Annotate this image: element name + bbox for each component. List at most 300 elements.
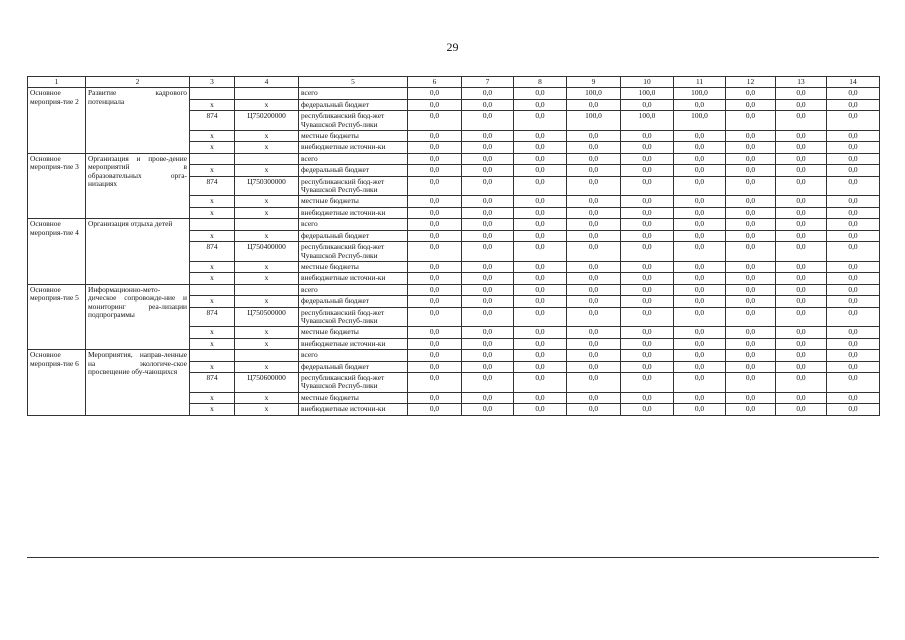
value-cell: 0,0 <box>408 131 462 142</box>
value-cell: 0,0 <box>621 196 674 207</box>
value-cell: 0,0 <box>408 111 462 131</box>
value-cell: 0,0 <box>514 327 567 338</box>
value-cell: 0,0 <box>462 273 514 284</box>
table-row <box>28 284 880 295</box>
budget-code: Ц750600000 <box>235 372 299 392</box>
value-cell: 0,0 <box>827 176 880 196</box>
value-cell: 0,0 <box>408 261 462 272</box>
value-cell: 0,0 <box>827 242 880 262</box>
value-cell: 0,0 <box>514 165 567 176</box>
value-cell: 0,0 <box>462 142 514 153</box>
value-cell: 0,0 <box>827 261 880 272</box>
value-cell: 0,0 <box>674 284 726 295</box>
value-cell: 0,0 <box>827 404 880 415</box>
budget-code <box>235 350 299 361</box>
value-cell: 0,0 <box>462 230 514 241</box>
ministry-code: 874 <box>190 307 235 327</box>
value-cell: 0,0 <box>514 338 567 349</box>
budget-table <box>27 76 880 416</box>
budget-code: х <box>235 392 299 403</box>
value-cell: 0,0 <box>462 88 514 99</box>
value-cell: 0,0 <box>776 153 827 164</box>
value-cell: 0,0 <box>827 219 880 230</box>
value-cell: 0,0 <box>621 219 674 230</box>
value-cell: 100,0 <box>567 111 621 131</box>
value-cell: 0,0 <box>674 196 726 207</box>
value-cell: 0,0 <box>726 327 776 338</box>
column-header: 14 <box>827 77 880 88</box>
value-cell: 0,0 <box>462 338 514 349</box>
value-cell: 0,0 <box>726 361 776 372</box>
value-cell: 0,0 <box>674 261 726 272</box>
column-header: 2 <box>86 77 190 88</box>
funding-source: республиканский бюд-жет Чувашской Респуб-лики <box>299 111 408 131</box>
value-cell: 0,0 <box>567 338 621 349</box>
value-cell: 100,0 <box>621 88 674 99</box>
value-cell: 0,0 <box>462 176 514 196</box>
value-cell: 0,0 <box>827 88 880 99</box>
value-cell: 0,0 <box>408 242 462 262</box>
value-cell: 0,0 <box>462 219 514 230</box>
ministry-code: х <box>190 196 235 207</box>
value-cell: 0,0 <box>827 111 880 131</box>
value-cell: 0,0 <box>567 296 621 307</box>
funding-source: федеральный бюджет <box>299 165 408 176</box>
value-cell: 0,0 <box>621 307 674 327</box>
value-cell: 0,0 <box>567 242 621 262</box>
event-name: Основное мероприя-тие 6 <box>28 350 86 415</box>
value-cell: 0,0 <box>776 338 827 349</box>
value-cell: 0,0 <box>462 111 514 131</box>
measure-name: Мероприятия, направ-ленные на экологиче-ское просвещение обу-чающихся <box>86 350 190 415</box>
funding-source: местные бюджеты <box>299 261 408 272</box>
value-cell: 0,0 <box>462 307 514 327</box>
value-cell: 0,0 <box>408 338 462 349</box>
funding-source: всего <box>299 284 408 295</box>
value-cell: 0,0 <box>827 165 880 176</box>
value-cell: 0,0 <box>674 361 726 372</box>
value-cell: 0,0 <box>776 131 827 142</box>
value-cell: 0,0 <box>462 372 514 392</box>
value-cell: 0,0 <box>827 207 880 218</box>
funding-source: всего <box>299 350 408 361</box>
value-cell: 0,0 <box>621 261 674 272</box>
value-cell: 0,0 <box>776 296 827 307</box>
budget-code: х <box>235 230 299 241</box>
value-cell: 0,0 <box>776 142 827 153</box>
ministry-code: 874 <box>190 372 235 392</box>
funding-source: федеральный бюджет <box>299 296 408 307</box>
value-cell: 0,0 <box>726 284 776 295</box>
event-name: Основное мероприя-тие 3 <box>28 153 86 218</box>
value-cell: 0,0 <box>776 242 827 262</box>
budget-code: х <box>235 142 299 153</box>
value-cell: 0,0 <box>567 99 621 110</box>
column-header: 12 <box>726 77 776 88</box>
value-cell: 0,0 <box>621 361 674 372</box>
value-cell: 0,0 <box>674 131 726 142</box>
value-cell: 0,0 <box>827 338 880 349</box>
table-row <box>28 153 880 164</box>
value-cell: 0,0 <box>827 153 880 164</box>
value-cell: 0,0 <box>621 99 674 110</box>
budget-code: х <box>235 361 299 372</box>
value-cell: 0,0 <box>514 207 567 218</box>
value-cell: 0,0 <box>726 392 776 403</box>
value-cell: 0,0 <box>408 99 462 110</box>
value-cell: 0,0 <box>462 284 514 295</box>
value-cell: 0,0 <box>776 350 827 361</box>
value-cell: 0,0 <box>621 242 674 262</box>
value-cell: 0,0 <box>776 261 827 272</box>
value-cell: 0,0 <box>408 165 462 176</box>
ministry-code <box>190 153 235 164</box>
value-cell: 0,0 <box>514 273 567 284</box>
value-cell: 0,0 <box>776 176 827 196</box>
page-number: 29 <box>446 40 459 54</box>
funding-source: внебюджетные источни-ки <box>299 142 408 153</box>
value-cell: 0,0 <box>567 261 621 272</box>
ministry-code: х <box>190 361 235 372</box>
budget-code <box>235 219 299 230</box>
column-header: 10 <box>621 77 674 88</box>
ministry-code: х <box>190 404 235 415</box>
ministry-code <box>190 88 235 99</box>
ministry-code: х <box>190 261 235 272</box>
funding-source: местные бюджеты <box>299 196 408 207</box>
value-cell: 0,0 <box>776 284 827 295</box>
value-cell: 0,0 <box>674 165 726 176</box>
value-cell: 0,0 <box>827 196 880 207</box>
event-name: Основное мероприя-тие 4 <box>28 219 86 284</box>
budget-code: х <box>235 207 299 218</box>
value-cell: 0,0 <box>621 392 674 403</box>
value-cell: 0,0 <box>567 284 621 295</box>
value-cell: 0,0 <box>621 372 674 392</box>
value-cell: 0,0 <box>726 99 776 110</box>
value-cell: 0,0 <box>462 361 514 372</box>
budget-code: Ц750400000 <box>235 242 299 262</box>
ministry-code <box>190 284 235 295</box>
value-cell: 0,0 <box>776 327 827 338</box>
funding-source: республиканский бюд-жет Чувашской Респуб-лики <box>299 307 408 327</box>
column-header: 3 <box>190 77 235 88</box>
value-cell: 0,0 <box>567 142 621 153</box>
value-cell: 0,0 <box>776 230 827 241</box>
value-cell: 0,0 <box>776 207 827 218</box>
value-cell: 0,0 <box>462 196 514 207</box>
value-cell: 0,0 <box>827 284 880 295</box>
value-cell: 0,0 <box>726 296 776 307</box>
value-cell: 0,0 <box>674 273 726 284</box>
budget-code: Ц750500000 <box>235 307 299 327</box>
value-cell: 0,0 <box>514 361 567 372</box>
value-cell: 0,0 <box>726 261 776 272</box>
event-name: Основное мероприя-тие 2 <box>28 88 86 153</box>
budget-code <box>235 284 299 295</box>
value-cell: 0,0 <box>621 165 674 176</box>
value-cell: 0,0 <box>674 372 726 392</box>
value-cell: 0,0 <box>514 176 567 196</box>
value-cell: 0,0 <box>514 111 567 131</box>
budget-code: х <box>235 99 299 110</box>
value-cell: 0,0 <box>462 350 514 361</box>
value-cell: 0,0 <box>514 153 567 164</box>
value-cell: 0,0 <box>827 372 880 392</box>
value-cell: 100,0 <box>674 111 726 131</box>
value-cell: 0,0 <box>674 99 726 110</box>
value-cell: 0,0 <box>776 361 827 372</box>
funding-source: всего <box>299 88 408 99</box>
column-header: 11 <box>674 77 726 88</box>
value-cell: 0,0 <box>408 142 462 153</box>
value-cell: 0,0 <box>776 404 827 415</box>
value-cell: 0,0 <box>674 219 726 230</box>
value-cell: 0,0 <box>514 88 567 99</box>
value-cell: 0,0 <box>567 207 621 218</box>
ministry-code <box>190 219 235 230</box>
value-cell: 0,0 <box>776 273 827 284</box>
value-cell: 0,0 <box>567 372 621 392</box>
value-cell: 0,0 <box>726 307 776 327</box>
value-cell: 0,0 <box>726 372 776 392</box>
measure-name: Развитие кадрового потенциала <box>86 88 190 153</box>
table-row <box>28 350 880 361</box>
value-cell: 0,0 <box>567 219 621 230</box>
value-cell: 0,0 <box>621 350 674 361</box>
value-cell: 0,0 <box>462 404 514 415</box>
value-cell: 0,0 <box>674 307 726 327</box>
value-cell: 0,0 <box>674 176 726 196</box>
value-cell: 0,0 <box>674 230 726 241</box>
column-header: 5 <box>299 77 408 88</box>
value-cell: 0,0 <box>827 392 880 403</box>
value-cell: 0,0 <box>621 404 674 415</box>
ministry-code: 874 <box>190 242 235 262</box>
ministry-code: 874 <box>190 111 235 131</box>
value-cell: 0,0 <box>827 142 880 153</box>
value-cell: 0,0 <box>462 242 514 262</box>
value-cell: 0,0 <box>567 404 621 415</box>
value-cell: 0,0 <box>776 196 827 207</box>
value-cell: 100,0 <box>621 111 674 131</box>
value-cell: 0,0 <box>674 350 726 361</box>
ministry-code: х <box>190 296 235 307</box>
value-cell: 0,0 <box>726 404 776 415</box>
value-cell: 0,0 <box>726 142 776 153</box>
value-cell: 0,0 <box>408 350 462 361</box>
column-header: 13 <box>776 77 827 88</box>
value-cell: 0,0 <box>408 207 462 218</box>
value-cell: 0,0 <box>408 372 462 392</box>
value-cell: 0,0 <box>567 327 621 338</box>
value-cell: 0,0 <box>827 296 880 307</box>
value-cell: 0,0 <box>462 261 514 272</box>
value-cell: 0,0 <box>514 284 567 295</box>
value-cell: 0,0 <box>776 88 827 99</box>
measure-name: Информационно-мето-дическое сопровожде-ние и мониторинг реа-лизации подпрограммы <box>86 284 190 349</box>
value-cell: 0,0 <box>514 404 567 415</box>
value-cell: 0,0 <box>827 273 880 284</box>
value-cell: 0,0 <box>408 88 462 99</box>
value-cell: 0,0 <box>776 99 827 110</box>
value-cell: 0,0 <box>462 296 514 307</box>
value-cell: 0,0 <box>567 361 621 372</box>
budget-code: х <box>235 165 299 176</box>
value-cell: 0,0 <box>408 273 462 284</box>
value-cell: 0,0 <box>726 196 776 207</box>
funding-source: местные бюджеты <box>299 327 408 338</box>
value-cell: 0,0 <box>621 296 674 307</box>
funding-source: всего <box>299 219 408 230</box>
funding-source: федеральный бюджет <box>299 230 408 241</box>
event-name: Основное мероприя-тие 5 <box>28 284 86 349</box>
ministry-code: х <box>190 392 235 403</box>
funding-source: внебюджетные источни-ки <box>299 207 408 218</box>
column-header: 4 <box>235 77 299 88</box>
measure-name: Организация отдыха детей <box>86 219 190 284</box>
ministry-code: х <box>190 131 235 142</box>
value-cell: 0,0 <box>674 327 726 338</box>
value-cell: 0,0 <box>514 131 567 142</box>
value-cell: 0,0 <box>776 219 827 230</box>
ministry-code: 874 <box>190 176 235 196</box>
ministry-code: х <box>190 142 235 153</box>
value-cell: 0,0 <box>408 230 462 241</box>
value-cell: 0,0 <box>726 88 776 99</box>
value-cell: 0,0 <box>462 207 514 218</box>
value-cell: 0,0 <box>462 165 514 176</box>
funding-source: всего <box>299 153 408 164</box>
value-cell: 0,0 <box>621 207 674 218</box>
value-cell: 0,0 <box>726 111 776 131</box>
budget-code: Ц750200000 <box>235 111 299 131</box>
value-cell: 0,0 <box>514 219 567 230</box>
funding-source: местные бюджеты <box>299 131 408 142</box>
budget-code: х <box>235 404 299 415</box>
value-cell: 0,0 <box>462 392 514 403</box>
value-cell: 0,0 <box>567 273 621 284</box>
value-cell: 0,0 <box>726 207 776 218</box>
budget-code: Ц750300000 <box>235 176 299 196</box>
value-cell: 0,0 <box>567 230 621 241</box>
value-cell: 100,0 <box>567 88 621 99</box>
budget-code: х <box>235 261 299 272</box>
value-cell: 0,0 <box>408 404 462 415</box>
value-cell: 0,0 <box>726 176 776 196</box>
value-cell: 0,0 <box>726 230 776 241</box>
ministry-code: х <box>190 207 235 218</box>
value-cell: 0,0 <box>462 327 514 338</box>
funding-source: республиканский бюд-жет Чувашской Респуб-лики <box>299 242 408 262</box>
funding-source: федеральный бюджет <box>299 361 408 372</box>
value-cell: 0,0 <box>776 372 827 392</box>
ministry-code: х <box>190 273 235 284</box>
column-header: 7 <box>462 77 514 88</box>
value-cell: 0,0 <box>514 142 567 153</box>
ministry-code: х <box>190 165 235 176</box>
table-header-row <box>28 77 880 88</box>
value-cell: 0,0 <box>567 307 621 327</box>
value-cell: 0,0 <box>726 153 776 164</box>
funding-source: местные бюджеты <box>299 392 408 403</box>
value-cell: 0,0 <box>674 242 726 262</box>
value-cell: 0,0 <box>726 338 776 349</box>
value-cell: 100,0 <box>674 88 726 99</box>
funding-source: внебюджетные источни-ки <box>299 273 408 284</box>
value-cell: 0,0 <box>726 219 776 230</box>
budget-code <box>235 153 299 164</box>
value-cell: 0,0 <box>674 338 726 349</box>
value-cell: 0,0 <box>514 350 567 361</box>
value-cell: 0,0 <box>674 404 726 415</box>
table-bottom-rule <box>27 557 879 558</box>
value-cell: 0,0 <box>827 327 880 338</box>
value-cell: 0,0 <box>726 242 776 262</box>
value-cell: 0,0 <box>674 296 726 307</box>
value-cell: 0,0 <box>726 165 776 176</box>
value-cell: 0,0 <box>776 392 827 403</box>
value-cell: 0,0 <box>408 284 462 295</box>
value-cell: 0,0 <box>408 307 462 327</box>
column-header: 8 <box>514 77 567 88</box>
value-cell: 0,0 <box>776 307 827 327</box>
value-cell: 0,0 <box>567 196 621 207</box>
value-cell: 0,0 <box>462 131 514 142</box>
value-cell: 0,0 <box>827 307 880 327</box>
value-cell: 0,0 <box>408 196 462 207</box>
table-row <box>28 219 880 230</box>
value-cell: 0,0 <box>514 296 567 307</box>
value-cell: 0,0 <box>621 327 674 338</box>
value-cell: 0,0 <box>567 176 621 196</box>
funding-source: внебюджетные источни-ки <box>299 404 408 415</box>
value-cell: 0,0 <box>567 392 621 403</box>
value-cell: 0,0 <box>827 230 880 241</box>
value-cell: 0,0 <box>621 284 674 295</box>
value-cell: 0,0 <box>514 307 567 327</box>
value-cell: 0,0 <box>674 142 726 153</box>
column-header: 9 <box>567 77 621 88</box>
funding-source: республиканский бюд-жет Чувашской Респуб-лики <box>299 372 408 392</box>
funding-source: республиканский бюд-жет Чувашской Респуб-лики <box>299 176 408 196</box>
value-cell: 0,0 <box>514 99 567 110</box>
column-header: 6 <box>408 77 462 88</box>
value-cell: 0,0 <box>674 207 726 218</box>
table-row <box>28 88 880 99</box>
value-cell: 0,0 <box>674 392 726 403</box>
value-cell: 0,0 <box>726 131 776 142</box>
value-cell: 0,0 <box>408 392 462 403</box>
value-cell: 0,0 <box>621 153 674 164</box>
budget-code: х <box>235 338 299 349</box>
value-cell: 0,0 <box>827 350 880 361</box>
value-cell: 0,0 <box>514 261 567 272</box>
ministry-code <box>190 350 235 361</box>
value-cell: 0,0 <box>726 350 776 361</box>
value-cell: 0,0 <box>408 361 462 372</box>
value-cell: 0,0 <box>776 165 827 176</box>
value-cell: 0,0 <box>621 338 674 349</box>
ministry-code: х <box>190 327 235 338</box>
value-cell: 0,0 <box>567 153 621 164</box>
value-cell: 0,0 <box>621 176 674 196</box>
budget-code: х <box>235 273 299 284</box>
value-cell: 0,0 <box>621 142 674 153</box>
funding-source: федеральный бюджет <box>299 99 408 110</box>
value-cell: 0,0 <box>514 392 567 403</box>
value-cell: 0,0 <box>408 327 462 338</box>
